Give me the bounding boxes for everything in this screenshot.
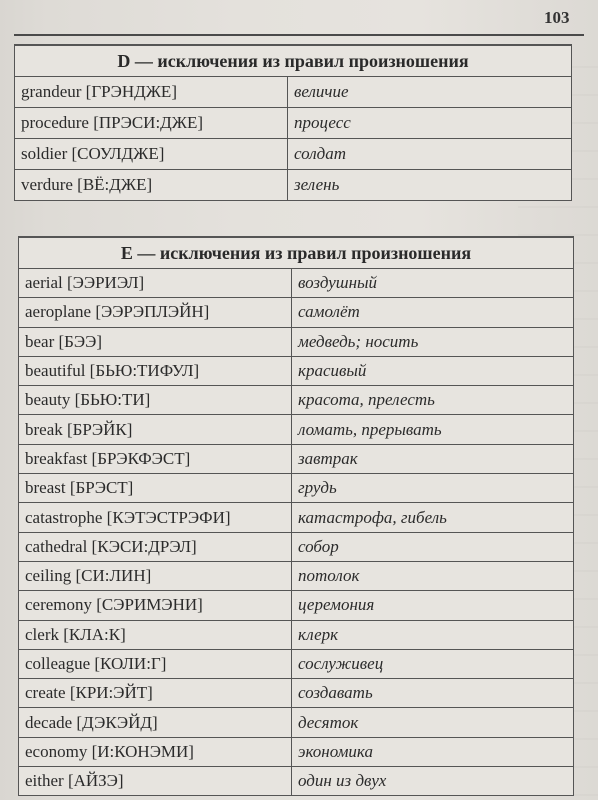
table-header-row [15,45,572,77]
header-rule [14,34,584,36]
table-row [19,620,574,649]
translation-cell: собор [292,532,574,561]
translation-cell: сослуживец [292,649,574,678]
translation-cell: воздушный [292,269,574,298]
word-cell: procedure [ПРЭСИ:ДЖЕ] [15,108,288,139]
table-e-exceptions [18,236,574,796]
table-row [19,649,574,678]
word-cell: decade [ДЭКЭЙД] [19,708,292,737]
translation-cell: самолёт [292,298,574,327]
word-cell: cathedral [КЭСИ:ДРЭЛ] [19,532,292,561]
word-cell: create [КРИ:ЭЙТ] [19,679,292,708]
word-cell: verdure [ВЁ:ДЖЕ] [15,170,288,201]
word-cell: grandeur [ГРЭНДЖЕ] [15,77,288,108]
word-cell: economy [И:КОНЭМИ] [19,737,292,766]
table-row [19,269,574,298]
table-row [15,139,572,170]
table-row [15,108,572,139]
table-header-row [19,237,574,269]
table-row [15,77,572,108]
page-number: 103 [544,8,570,27]
translation-cell: грудь [292,474,574,503]
word-cell: breakfast [БРЭКФЭСТ] [19,444,292,473]
table-row [19,679,574,708]
translation-cell: красота, прелесть [292,386,574,415]
word-cell: aerial [ЭЭРИЭЛ] [19,269,292,298]
translation-cell: церемония [292,591,574,620]
translation-cell: медведь; носить [292,327,574,356]
translation-cell: зелень [288,170,572,201]
table-row [19,474,574,503]
word-cell: ceiling [СИ:ЛИН] [19,561,292,590]
translation-cell: десяток [292,708,574,737]
translation-cell: экономика [292,737,574,766]
translation-cell: солдат [288,139,572,170]
word-cell: catastrophe [КЭТЭСТРЭФИ] [19,503,292,532]
translation-cell: потолок [292,561,574,590]
table-d-body [15,77,572,201]
word-cell: clerk [КЛА:К] [19,620,292,649]
word-cell: soldier [СОУЛДЖЕ] [15,139,288,170]
word-cell: aeroplane [ЭЭРЭПЛЭЙН] [19,298,292,327]
table-d-exceptions [14,44,572,201]
translation-cell: процесс [288,108,572,139]
word-cell: colleague [КОЛИ:Г] [19,649,292,678]
table-d-title: D — исключения из правил произношения [15,45,572,77]
table-row [19,532,574,561]
table-e-title: E — исключения из правил произношения [19,237,574,269]
table-row [19,503,574,532]
translation-cell: создавать [292,679,574,708]
word-cell: ceremony [СЭРИМЭНИ] [19,591,292,620]
translation-cell: величие [288,77,572,108]
word-cell: breast [БРЭСТ] [19,474,292,503]
table-row [19,767,574,796]
word-cell: beautiful [БЬЮ:ТИФУЛ] [19,356,292,385]
table-row [19,737,574,766]
table-row [19,561,574,590]
word-cell: beauty [БЬЮ:ТИ] [19,386,292,415]
translation-cell: красивый [292,356,574,385]
table-row [19,356,574,385]
table-row [19,708,574,737]
translation-cell: ломать, прерывать [292,415,574,444]
translation-cell: завтрак [292,444,574,473]
word-cell: break [БРЭЙК] [19,415,292,444]
translation-cell: один из двух [292,767,574,796]
table-row [19,298,574,327]
table-row [19,327,574,356]
translation-cell: катастрофа, гибель [292,503,574,532]
table-row [19,591,574,620]
table-e-body [19,269,574,796]
word-cell: either [АЙЗЭ] [19,767,292,796]
table-row [19,386,574,415]
translation-cell: клерк [292,620,574,649]
table-row [19,415,574,444]
word-cell: bear [БЭЭ] [19,327,292,356]
table-row [19,444,574,473]
table-row [15,170,572,201]
